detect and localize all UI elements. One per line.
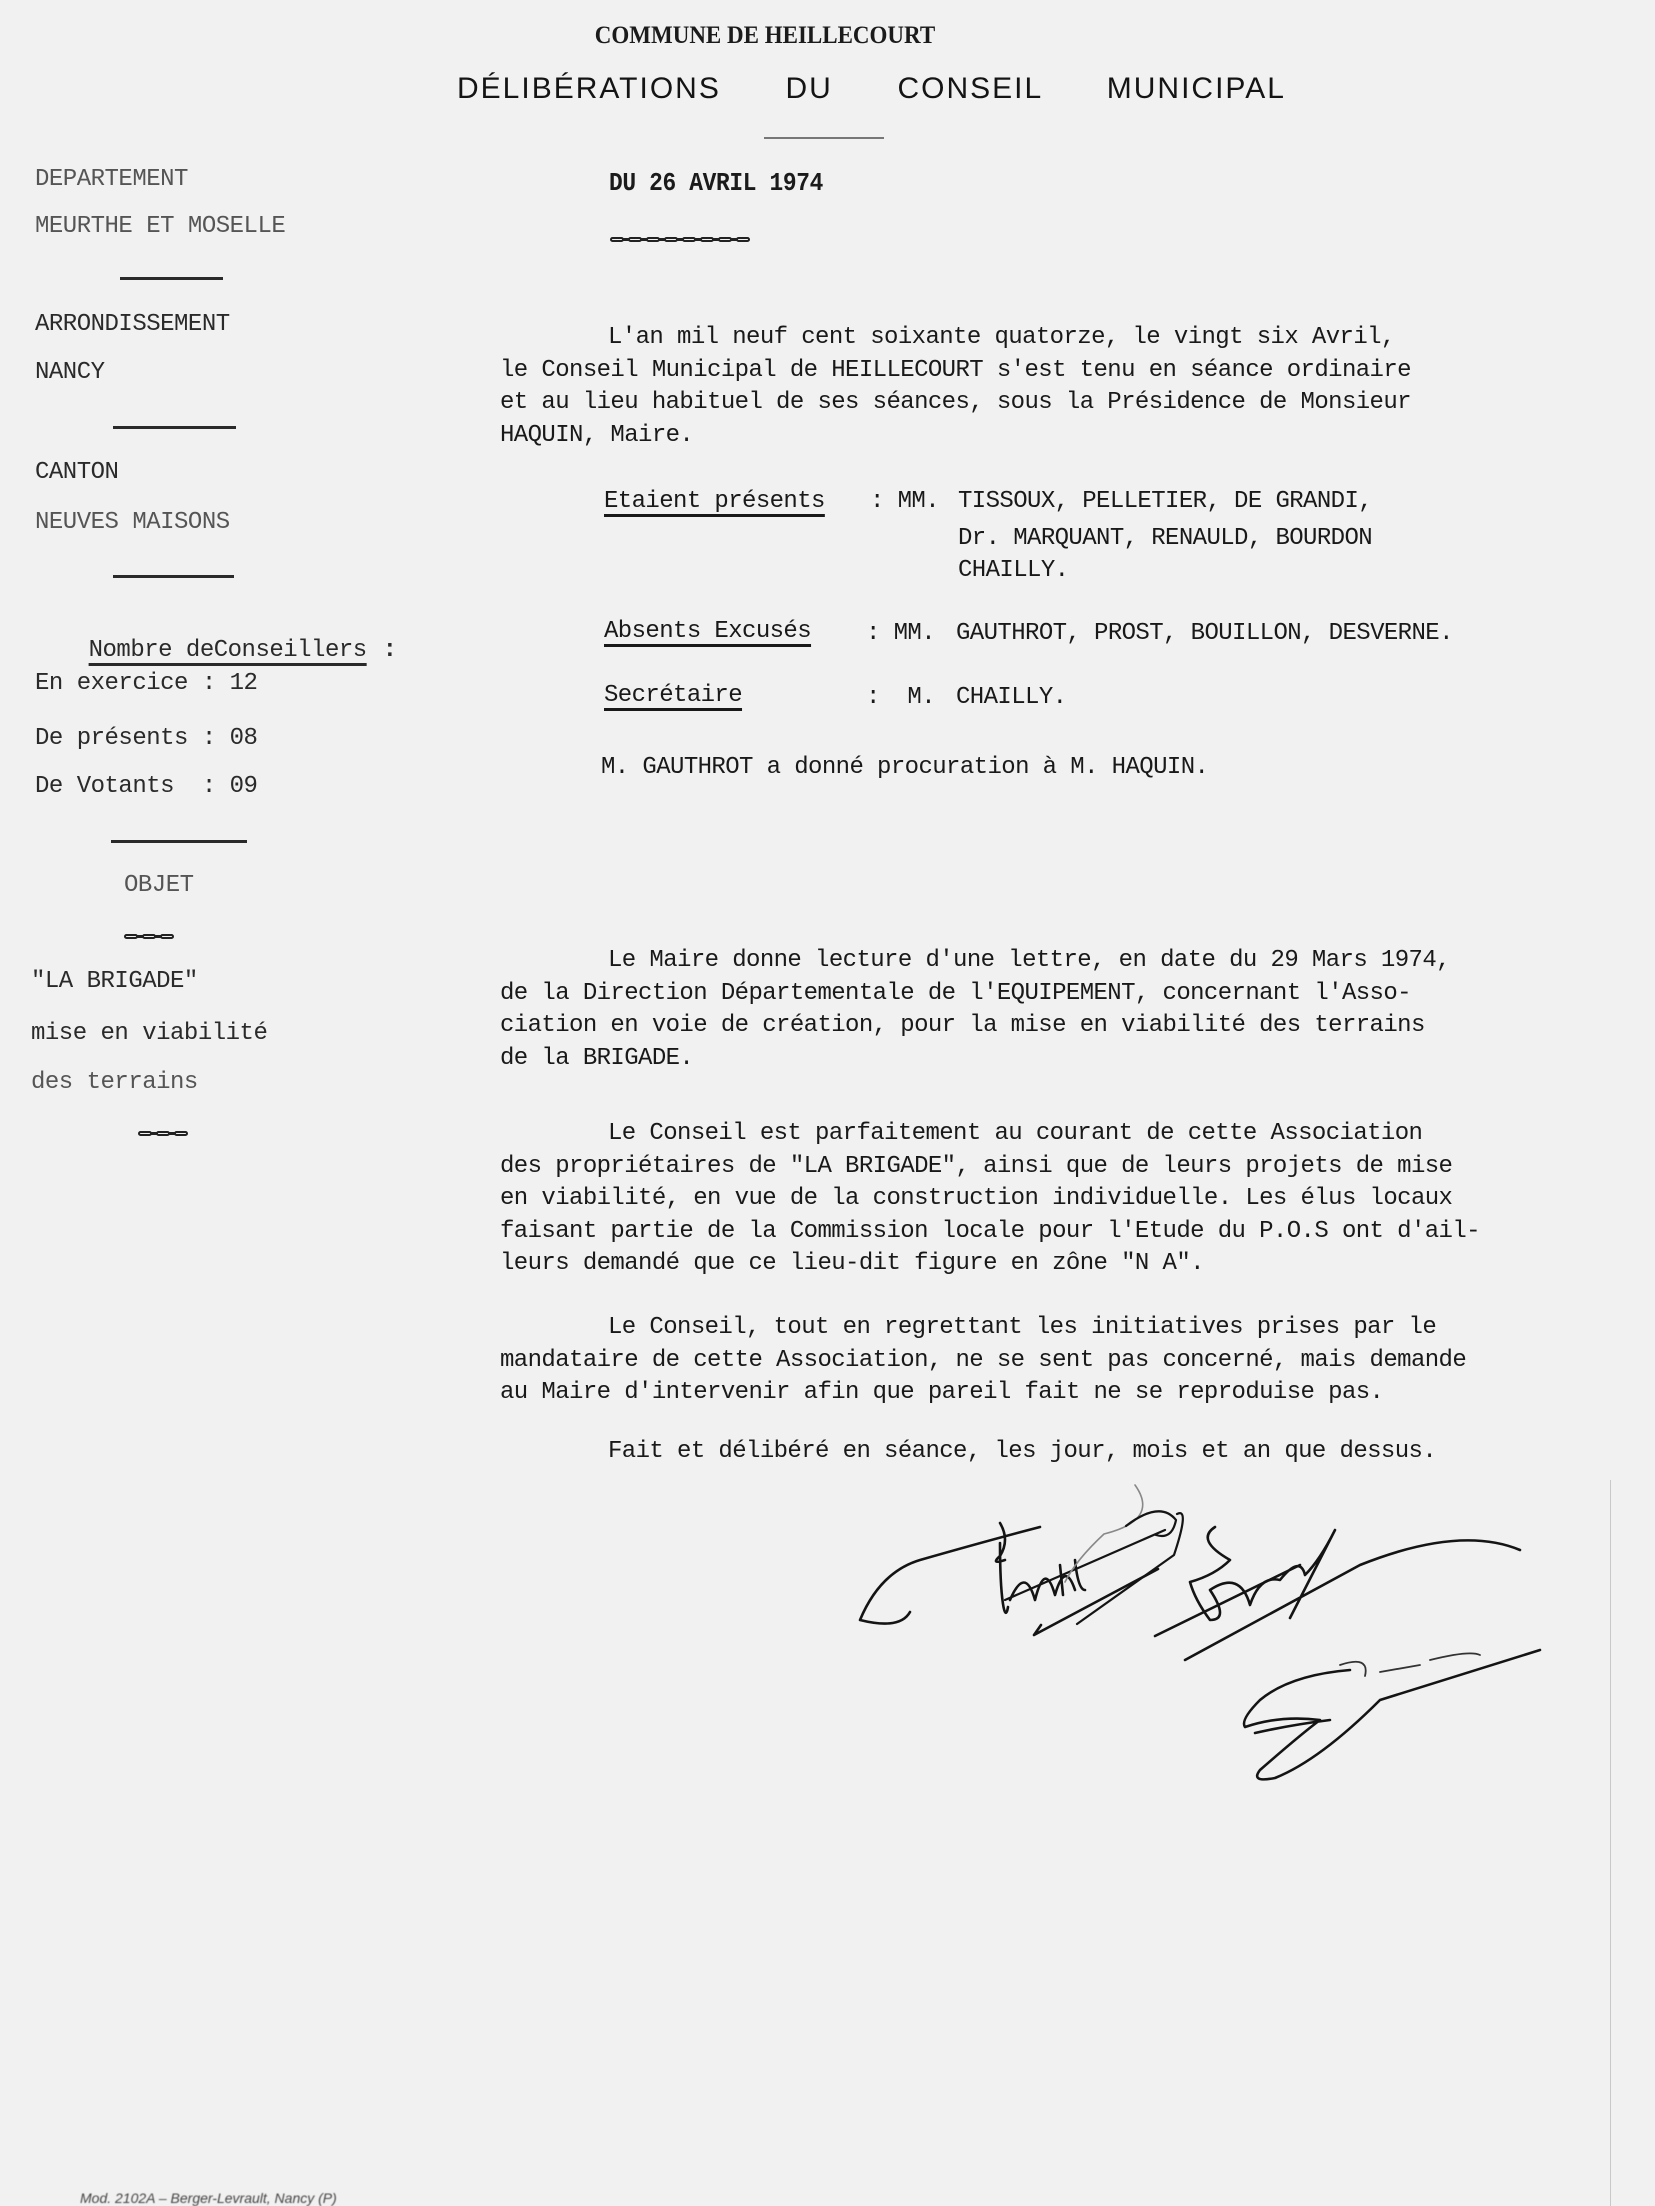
text-line: le Conseil Municipal de HEILLECOURT s'est tenu en séance ordinaire bbox=[500, 356, 1411, 384]
canton-label: CANTON bbox=[35, 459, 119, 486]
conseillers-label: Nombre deConseillers bbox=[88, 637, 367, 664]
presents-names: Dr. MARQUANT, RENAULD, BOURDON bbox=[958, 525, 1373, 552]
canton-value: NEUVES MAISONS bbox=[35, 509, 230, 536]
text-line: de la BRIGADE. bbox=[500, 1044, 694, 1072]
count-value: 09 bbox=[229, 773, 258, 800]
text-line: HAQUIN, Maire. bbox=[500, 421, 694, 449]
text-line: des propriétaires de "LA BRIGADE", ainsi que de leurs projets de mise bbox=[500, 1152, 1453, 1180]
signature-1 bbox=[860, 1523, 1165, 1635]
text-line: faisant partie de la Commission locale pour l'Etude du P.O.S ont d'ail- bbox=[500, 1217, 1480, 1245]
conseillers-colon: : bbox=[382, 637, 397, 664]
document-title: DÉLIBÉRATIONS DU CONSEIL MUNICIPAL bbox=[457, 72, 1286, 105]
form-footer: Mod. 2102A – Berger-Levrault, Nancy (P) bbox=[80, 2190, 337, 2206]
signature-4 bbox=[1244, 1650, 1540, 1779]
page-edge-line bbox=[1610, 1480, 1611, 2206]
text-line: leurs demandé que ce lieu-dit figure en zône "N A". bbox=[500, 1250, 1204, 1277]
text-line: L'an mil neuf cent soixante quatorze, le vingt six Avril, bbox=[608, 324, 1395, 351]
text-line: en viabilité, en vue de la construction individuelle. Les élus locaux bbox=[500, 1185, 1453, 1212]
objet-label: OBJET bbox=[124, 872, 194, 899]
secretaire-label: Secrétaire bbox=[604, 682, 743, 709]
presents-prefix: : MM. bbox=[870, 488, 940, 515]
absents-label: Absents Excusés bbox=[604, 618, 812, 645]
departement-value: MEURTHE ET MOSELLE bbox=[35, 213, 286, 240]
objet-title: "LA BRIGADE" bbox=[31, 968, 198, 995]
arrondissement-label: ARRONDISSEMENT bbox=[35, 311, 230, 338]
commune-heading: COMMUNE DE HEILLECOURT bbox=[594, 22, 936, 49]
presents-label: Etaient présents bbox=[604, 488, 825, 515]
presents-names: TISSOUX, PELLETIER, DE GRANDI, bbox=[958, 488, 1373, 515]
text-line: Le Conseil, tout en regrettant les initiatives prises par le bbox=[608, 1314, 1437, 1341]
count-value: 08 bbox=[229, 725, 258, 752]
signature-2 bbox=[1065, 1485, 1183, 1624]
absents-names: GAUTHROT, PROST, BOUILLON, DESVERNE. bbox=[956, 620, 1453, 647]
presents-names: CHAILLY. bbox=[958, 557, 1069, 584]
text-line: Le Conseil est parfaitement au courant de cette Association bbox=[608, 1120, 1423, 1147]
arrondissement-value: NANCY bbox=[35, 359, 105, 386]
session-date: DU 26 AVRIL 1974 bbox=[609, 168, 824, 198]
text-line: au Maire d'intervenir afin que pareil fait ne se reproduise pas. bbox=[500, 1379, 1384, 1406]
count-label: De Votants : bbox=[35, 773, 230, 800]
departement-label: DEPARTEMENT bbox=[35, 166, 188, 193]
objet-line: mise en viabilité bbox=[31, 1020, 268, 1047]
count-label: En exercice : bbox=[35, 670, 230, 697]
secretaire-prefix: : M. bbox=[866, 684, 936, 711]
text-line: et au lieu habituel de ses séances, sous la Présidence de Monsieur bbox=[500, 389, 1411, 416]
text-line: de la Direction Départementale de l'EQUIPEMENT, concernant l'Asso- bbox=[500, 979, 1411, 1007]
signature-3 bbox=[1155, 1527, 1520, 1660]
text-line: ciation en voie de création, pour la mise en viabilité des terrains bbox=[500, 1012, 1425, 1039]
text-line: Le Maire donne lecture d'une lettre, en date du 29 Mars 1974, bbox=[608, 947, 1450, 974]
objet-line: des terrains bbox=[31, 1069, 198, 1096]
absents-prefix: : MM. bbox=[866, 620, 936, 647]
count-value: 12 bbox=[229, 670, 258, 697]
secretaire-name: CHAILLY. bbox=[956, 684, 1067, 711]
text-line: Fait et délibéré en séance, les jour, mois et an que dessus. bbox=[608, 1438, 1437, 1465]
text-line: mandataire de cette Association, ne se sent pas concerné, mais demande bbox=[500, 1346, 1467, 1374]
procuration-note: M. GAUTHROT a donné procuration à M. HAQUIN. bbox=[601, 754, 1209, 781]
count-label: De présents : bbox=[35, 725, 230, 752]
